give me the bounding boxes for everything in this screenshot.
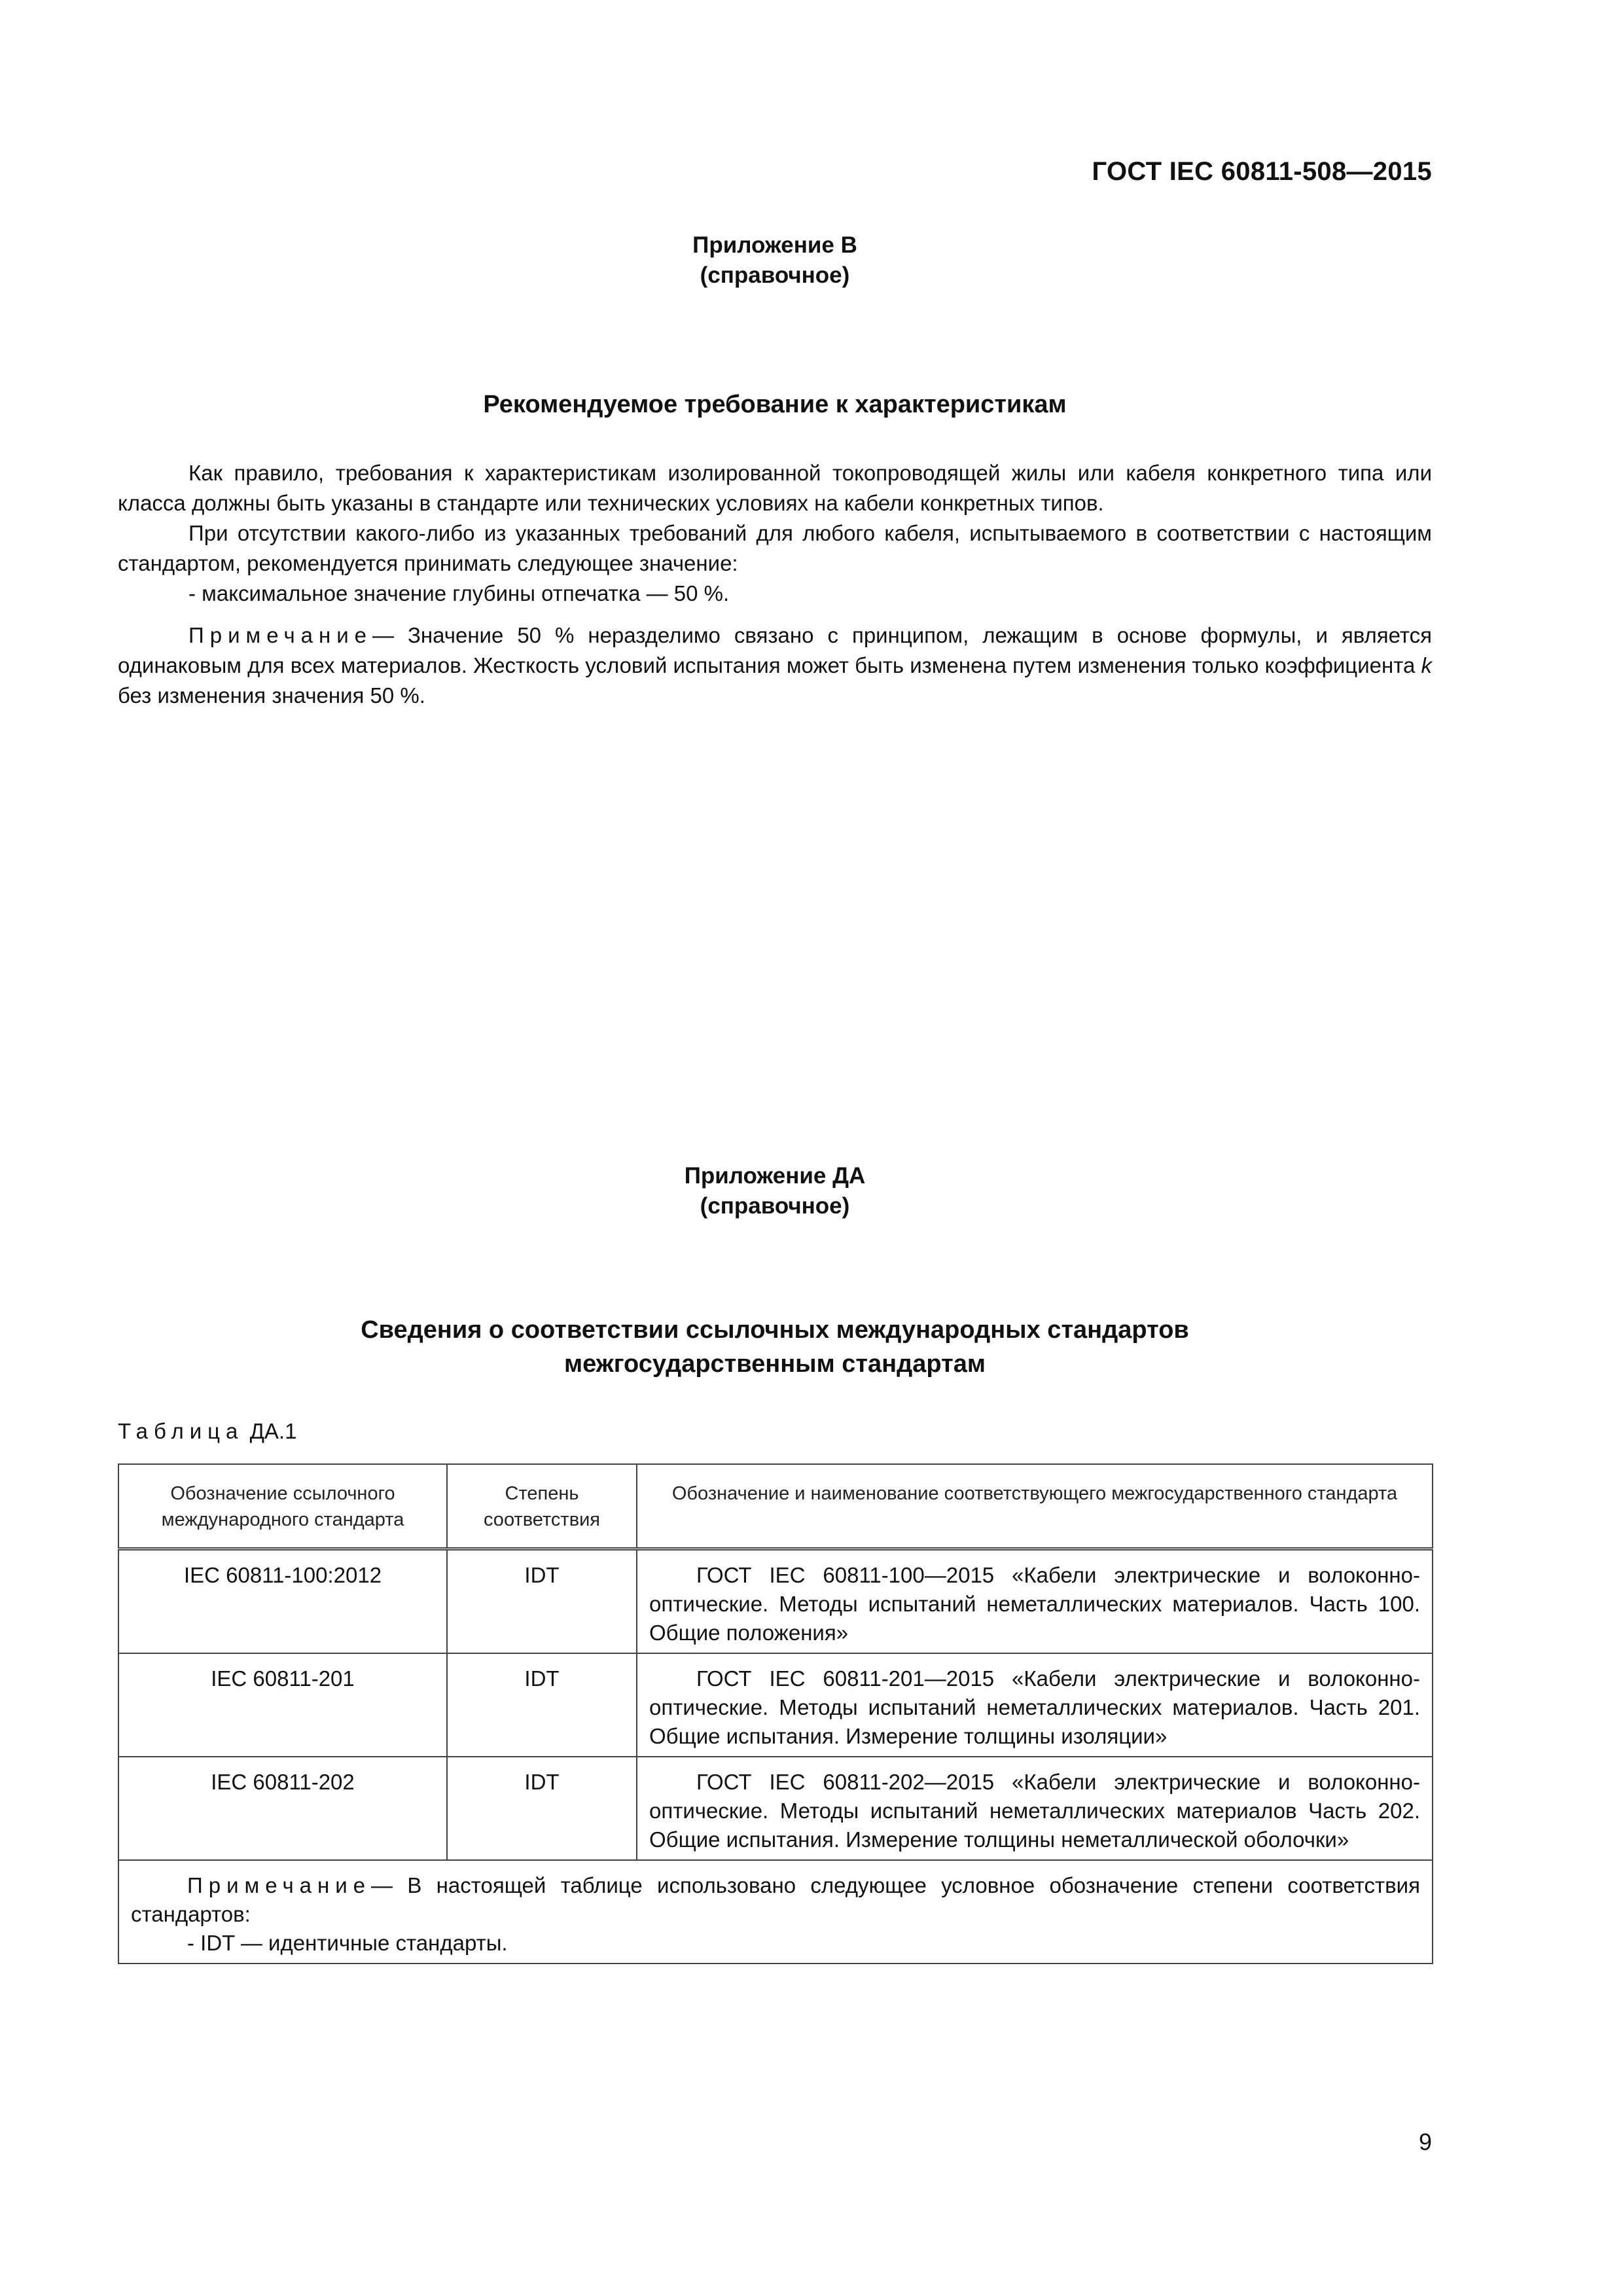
table-caption: [118, 1419, 296, 1444]
table-note-label: Примечание: [187, 1873, 372, 1897]
appendix-b-type: (справочное): [700, 262, 850, 288]
appendix-da-header: [118, 1161, 1432, 1221]
cell-degree: IDT: [447, 1757, 637, 1860]
cell-description: [637, 1757, 1433, 1860]
table-header-row: [118, 1464, 1433, 1549]
appendix-b-heading: Рекомендуемое требование к характеристикам: [483, 391, 1067, 418]
appendix-da-type: (справочное): [700, 1193, 850, 1219]
page-number: 9: [1418, 2128, 1432, 2155]
appendix-b-paragraph-1: Как правило, требования к характеристикам изолированной токопроводящей жилы или кабеля конкретного типа или класса должны быть указаны в стандарте или технических условиях на кабели конкретных типов.: [118, 461, 1432, 515]
cell-reference: IEC 60811-201: [118, 1653, 447, 1757]
appendix-da-title: Приложение ДА: [684, 1163, 866, 1189]
header-interstate-standard: Обозначение и наименование соответствующего межгосударственного стандарта: [637, 1464, 1433, 1549]
correspondence-table: [118, 1463, 1433, 1964]
cell-description-text: ГОСТ IEC 60811-201—2015 «Кабели электрические и волоконно-оптические. Методы испытаний неметаллических материалов. Часть 201. Общие испытания. Измерение толщины изоляции»: [649, 1666, 1420, 1748]
note-text-part-2: без изменения значения 50 %.: [118, 683, 425, 708]
note-text-part-1: — Значение 50 % неразделимо связано с принципом, лежащим в основе формулы, и является одинаковым для всех материалов. Жесткость условий испытания может быть изменена путем изменения только коэффициента: [118, 623, 1432, 677]
table-row: [118, 1757, 1433, 1860]
cell-degree: IDT: [447, 1549, 637, 1654]
note-label: Примечание: [188, 623, 373, 647]
table-caption-word: Таблица: [118, 1419, 244, 1443]
header-reference-standard: Обозначение ссылочного международного стандарта: [118, 1464, 447, 1549]
cell-degree: IDT: [447, 1653, 637, 1757]
cell-description-text: ГОСТ IEC 60811-202—2015 «Кабели электрические и волоконно-оптические. Методы испытаний неметаллических материалов Часть 202. Общие испытания. Измерение толщины неметаллической оболочки»: [649, 1770, 1420, 1852]
appendix-da-heading: [118, 1313, 1432, 1381]
appendix-da-heading-line-2: межгосударственным стандартам: [564, 1350, 986, 1378]
appendix-b-note: [118, 620, 1432, 711]
appendix-b-header: [118, 230, 1432, 291]
header-degree-of-correspondence: Степень соответствия: [447, 1464, 637, 1549]
cell-description: [637, 1653, 1433, 1757]
appendix-b-title: Приложение В: [692, 232, 857, 258]
appendix-b-paragraph-2: При отсутствии какого-либо из указанных требований для любого кабеля, испытываемого в соответствии с настоящим стандартом, рекомендуется принимать следующее значение:: [118, 521, 1432, 575]
table-note-text: — В настоящей таблице использовано следующее условное обозначение степени соответствия стандартов:: [131, 1873, 1420, 1926]
document-code: ГОСТ IEC 60811-508—2015: [1092, 157, 1432, 186]
note-coefficient-k: k: [1421, 653, 1432, 677]
cell-description-text: ГОСТ IEC 60811-100—2015 «Кабели электрические и волоконно-оптические. Методы испытаний неметаллических материалов. Часть 100. Общие положения»: [649, 1563, 1420, 1645]
appendix-b-body: [118, 458, 1432, 711]
table-note: [118, 1860, 1433, 1964]
table-note-item: - IDT — идентичные стандарты.: [187, 1931, 508, 1955]
table-row: [118, 1653, 1433, 1757]
table-caption-number: ДА.1: [249, 1419, 297, 1443]
table-note-row: [118, 1860, 1433, 1964]
cell-reference: IEC 60811-100:2012: [118, 1549, 447, 1654]
cell-description: [637, 1549, 1433, 1654]
appendix-da-heading-line-1: Сведения о соответствии ссылочных международных стандартов: [361, 1316, 1189, 1344]
table-row: [118, 1549, 1433, 1654]
appendix-b-paragraph-3: - максимальное значение глубины отпечатка — 50 %.: [188, 581, 730, 605]
cell-reference: IEC 60811-202: [118, 1757, 447, 1860]
